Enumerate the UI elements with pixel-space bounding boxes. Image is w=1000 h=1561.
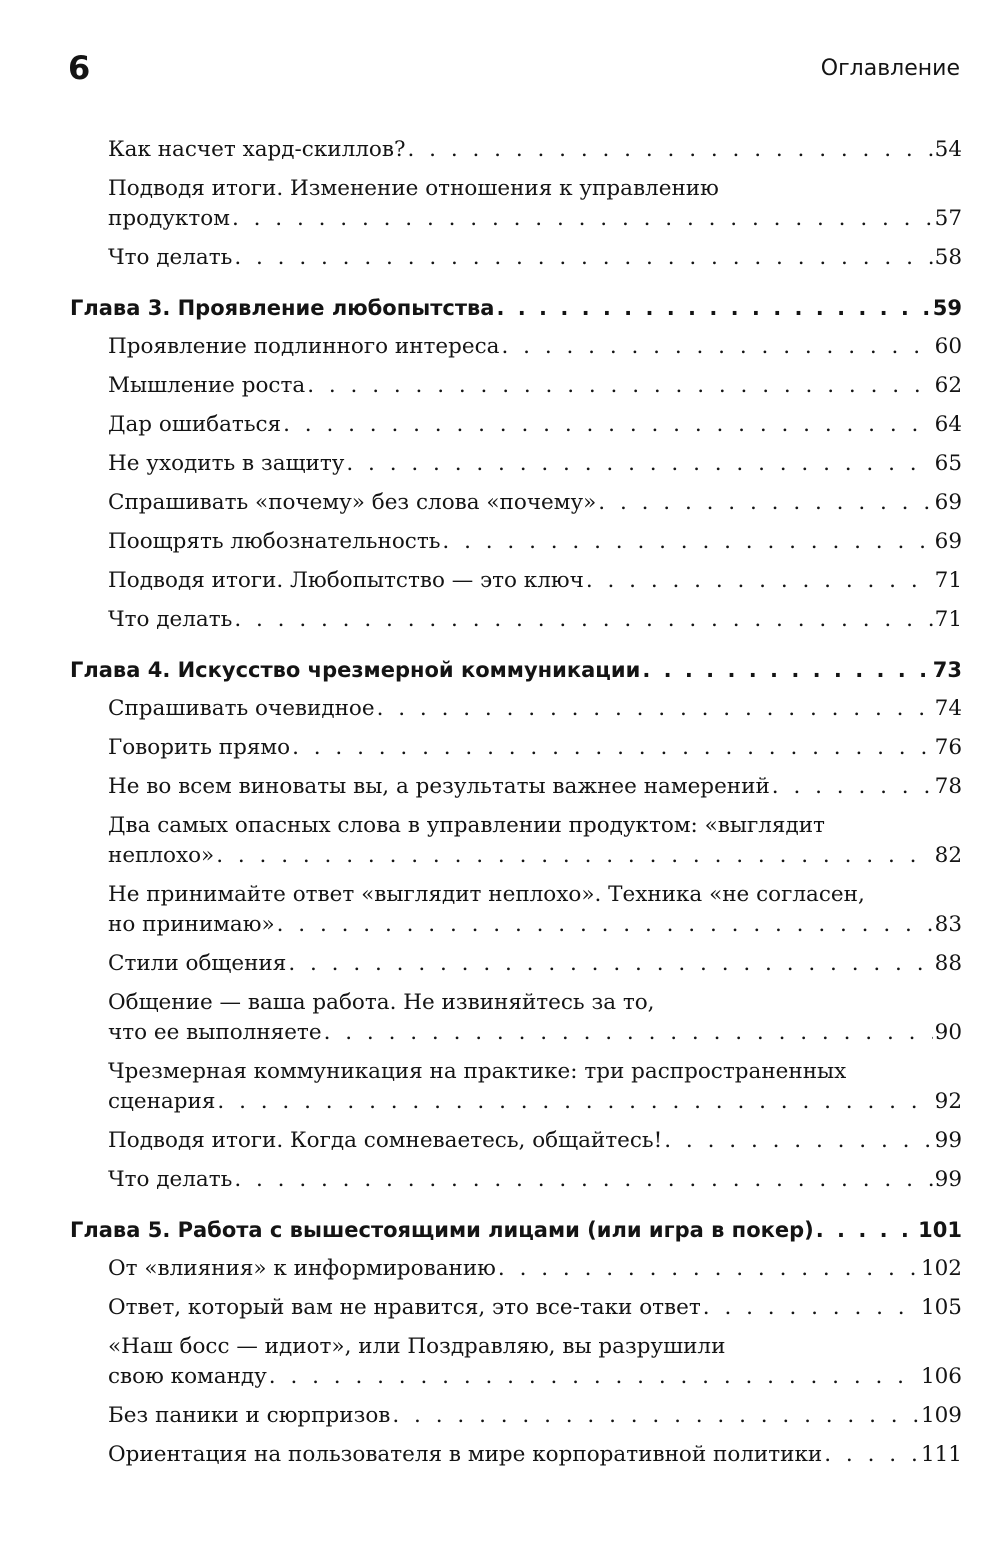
toc-entry-page: 82 [934, 843, 962, 868]
toc-entry-title: От «влияния» к информированию [108, 1256, 496, 1281]
toc-entry[interactable] [108, 566, 962, 596]
leader-dots [586, 566, 933, 596]
toc-entry-title: Поощрять любознательность [108, 529, 441, 554]
leader-dots [502, 332, 933, 362]
toc-entry-title: Подводя итоги. Когда сомневаетесь, общайтесь! [108, 1128, 663, 1153]
chapter-page: 73 [932, 658, 962, 682]
chapter-heading[interactable] [70, 1215, 962, 1245]
toc-entry[interactable] [108, 410, 962, 440]
leader-dots [498, 1254, 919, 1284]
toc-entry[interactable] [108, 811, 962, 871]
leader-dots [217, 1087, 932, 1117]
toc-entry[interactable] [108, 1126, 962, 1156]
toc-entry-page: 99 [934, 1167, 962, 1192]
leader-dots [324, 1018, 933, 1048]
toc-entry[interactable] [108, 449, 962, 479]
leader-dots [234, 243, 932, 273]
toc-entry-title: Спрашивать «почему» без слова «почему» [108, 490, 597, 515]
leader-dots [816, 1215, 916, 1245]
toc-entry-page: 65 [934, 451, 962, 476]
toc-entry-title: Говорить прямо [108, 735, 291, 760]
toc-entry-page: 99 [934, 1128, 962, 1153]
leader-dots [598, 488, 932, 518]
toc-entry-page: 109 [920, 1403, 962, 1428]
toc-entry-title: Дар ошибаться [108, 412, 282, 437]
leader-dots [234, 605, 932, 635]
leader-dots [496, 293, 930, 323]
toc-entry-title: Ответ, который вам не нравится, это все-таки ответ [108, 1295, 701, 1320]
toc-entry-title-line: Чрезмерная коммуникация на практике: три распространенных [108, 1059, 847, 1084]
chapter-page: 101 [918, 1218, 962, 1242]
toc-section [70, 1215, 962, 1470]
toc-entry-page: 69 [934, 490, 962, 515]
toc-entry-page: 58 [934, 245, 962, 270]
page-number: 6 [68, 49, 91, 87]
toc-entry[interactable] [108, 527, 962, 557]
toc-entry-title-line: Два самых опасных слова в управлении продуктом: «выглядит [108, 813, 825, 838]
toc-entry[interactable] [108, 1254, 962, 1284]
toc-entry[interactable] [108, 1440, 962, 1470]
leader-dots [703, 1293, 919, 1323]
toc-section [70, 655, 962, 1195]
toc-entry-title: Подводя итоги. Любопытство — это ключ [108, 568, 584, 593]
leader-dots [292, 733, 933, 763]
toc-entry-title: что ее выполняете [108, 1020, 322, 1045]
table-of-contents [70, 135, 962, 1479]
toc-entry-title: Спрашивать очевидное [108, 696, 375, 721]
toc-entry[interactable] [108, 135, 962, 165]
toc-entry-title: Что делать [108, 1167, 233, 1192]
toc-entry-title: но принимаю» [108, 912, 275, 937]
leader-dots [216, 841, 932, 871]
running-title: Оглавление [820, 56, 960, 81]
toc-entry-title: неплохо» [108, 843, 215, 868]
leader-dots [269, 1362, 919, 1392]
leader-dots [307, 371, 932, 401]
toc-entry-page: 64 [934, 412, 962, 437]
toc-entry-page: 90 [934, 1020, 962, 1045]
chapter-heading[interactable] [70, 293, 962, 323]
toc-entry[interactable] [108, 1165, 962, 1195]
toc-entry[interactable] [108, 243, 962, 273]
toc-entry[interactable] [108, 694, 962, 724]
leader-dots [346, 449, 932, 479]
leader-dots [277, 910, 933, 940]
toc-entry-page: 92 [934, 1089, 962, 1114]
toc-section [70, 293, 962, 635]
leader-dots [824, 1440, 919, 1470]
leader-dots [408, 135, 933, 165]
toc-entry[interactable] [108, 1332, 962, 1392]
toc-entry[interactable] [108, 733, 962, 763]
toc-entry-title: сценария [108, 1089, 216, 1114]
toc-entry-page: 105 [920, 1295, 962, 1320]
leader-dots [234, 1165, 932, 1195]
toc-entry-title: свою команду [108, 1364, 267, 1389]
toc-entry-page: 71 [934, 568, 962, 593]
toc-entry-page: 76 [934, 735, 962, 760]
toc-entry-page: 102 [920, 1256, 962, 1281]
toc-entry[interactable] [108, 988, 962, 1048]
toc-entry-title: Что делать [108, 245, 233, 270]
toc-entry[interactable] [108, 880, 962, 940]
toc-entry-title: Проявление подлинного интереса [108, 334, 500, 359]
toc-entry-page: 74 [934, 696, 962, 721]
toc-entry[interactable] [108, 332, 962, 362]
toc-entry-title: Не во всем виноваты вы, а результаты важнее намерений [108, 774, 770, 799]
chapter-title: Глава 3. Проявление любопытства [70, 296, 495, 320]
toc-entry-title: Стили общения [108, 951, 287, 976]
leader-dots [664, 1126, 932, 1156]
leader-dots [232, 204, 933, 234]
toc-entry[interactable] [108, 605, 962, 635]
toc-entry-page: 78 [934, 774, 962, 799]
toc-entry-title: Что делать [108, 607, 233, 632]
toc-entry-title: Мышление роста [108, 373, 306, 398]
toc-entry-page: 71 [934, 607, 962, 632]
toc-entry-title: продуктом [108, 206, 230, 231]
toc-entry-page: 57 [934, 206, 962, 231]
leader-dots [377, 694, 933, 724]
toc-entry-title: Как насчет хард-скиллов? [108, 137, 406, 162]
chapter-title: Глава 4. Искусство чрезмерной коммуникации [70, 658, 641, 682]
toc-entry-page: 69 [934, 529, 962, 554]
toc-entry-page: 62 [934, 373, 962, 398]
leader-dots [772, 772, 933, 802]
toc-entry-title: Ориентация на пользователя в мире корпоративной политики [108, 1442, 823, 1467]
leader-dots [392, 1401, 919, 1431]
toc-entry[interactable] [108, 1293, 962, 1323]
chapter-heading[interactable] [70, 655, 962, 685]
toc-entry[interactable] [108, 488, 962, 518]
chapter-title: Глава 5. Работа с вышестоящими лицами (или игра в покер) [70, 1218, 814, 1242]
leader-dots [288, 949, 932, 979]
toc-entry-page: 60 [934, 334, 962, 359]
toc-entry-title-line: Общение — ваша работа. Не извиняйтесь за то, [108, 990, 655, 1015]
toc-entry-page: 88 [934, 951, 962, 976]
toc-entry-title: Без паники и сюрпризов [108, 1403, 391, 1428]
toc-section [70, 135, 962, 273]
toc-entry-title-line: Не принимайте ответ «выглядит неплохо». Техника «не согласен, [108, 882, 865, 907]
toc-entry[interactable] [108, 949, 962, 979]
toc-entry-title: Не уходить в защиту [108, 451, 345, 476]
toc-entry[interactable] [108, 1057, 962, 1117]
leader-dots [642, 655, 930, 685]
toc-entry[interactable] [108, 371, 962, 401]
toc-entry[interactable] [108, 772, 962, 802]
leader-dots [283, 410, 933, 440]
toc-entry[interactable] [108, 1401, 962, 1431]
toc-entry-title-line: «Наш босс — идиот», или Поздравляю, вы разрушили [108, 1334, 726, 1359]
toc-entry-page: 54 [934, 137, 962, 162]
toc-entry-page: 83 [934, 912, 962, 937]
chapter-page: 59 [932, 296, 962, 320]
toc-entry-title-line: Подводя итоги. Изменение отношения к управлению [108, 176, 719, 201]
toc-entry-page: 106 [920, 1364, 962, 1389]
leader-dots [442, 527, 932, 557]
toc-entry[interactable] [108, 174, 962, 234]
toc-entry-page: 111 [920, 1442, 962, 1467]
